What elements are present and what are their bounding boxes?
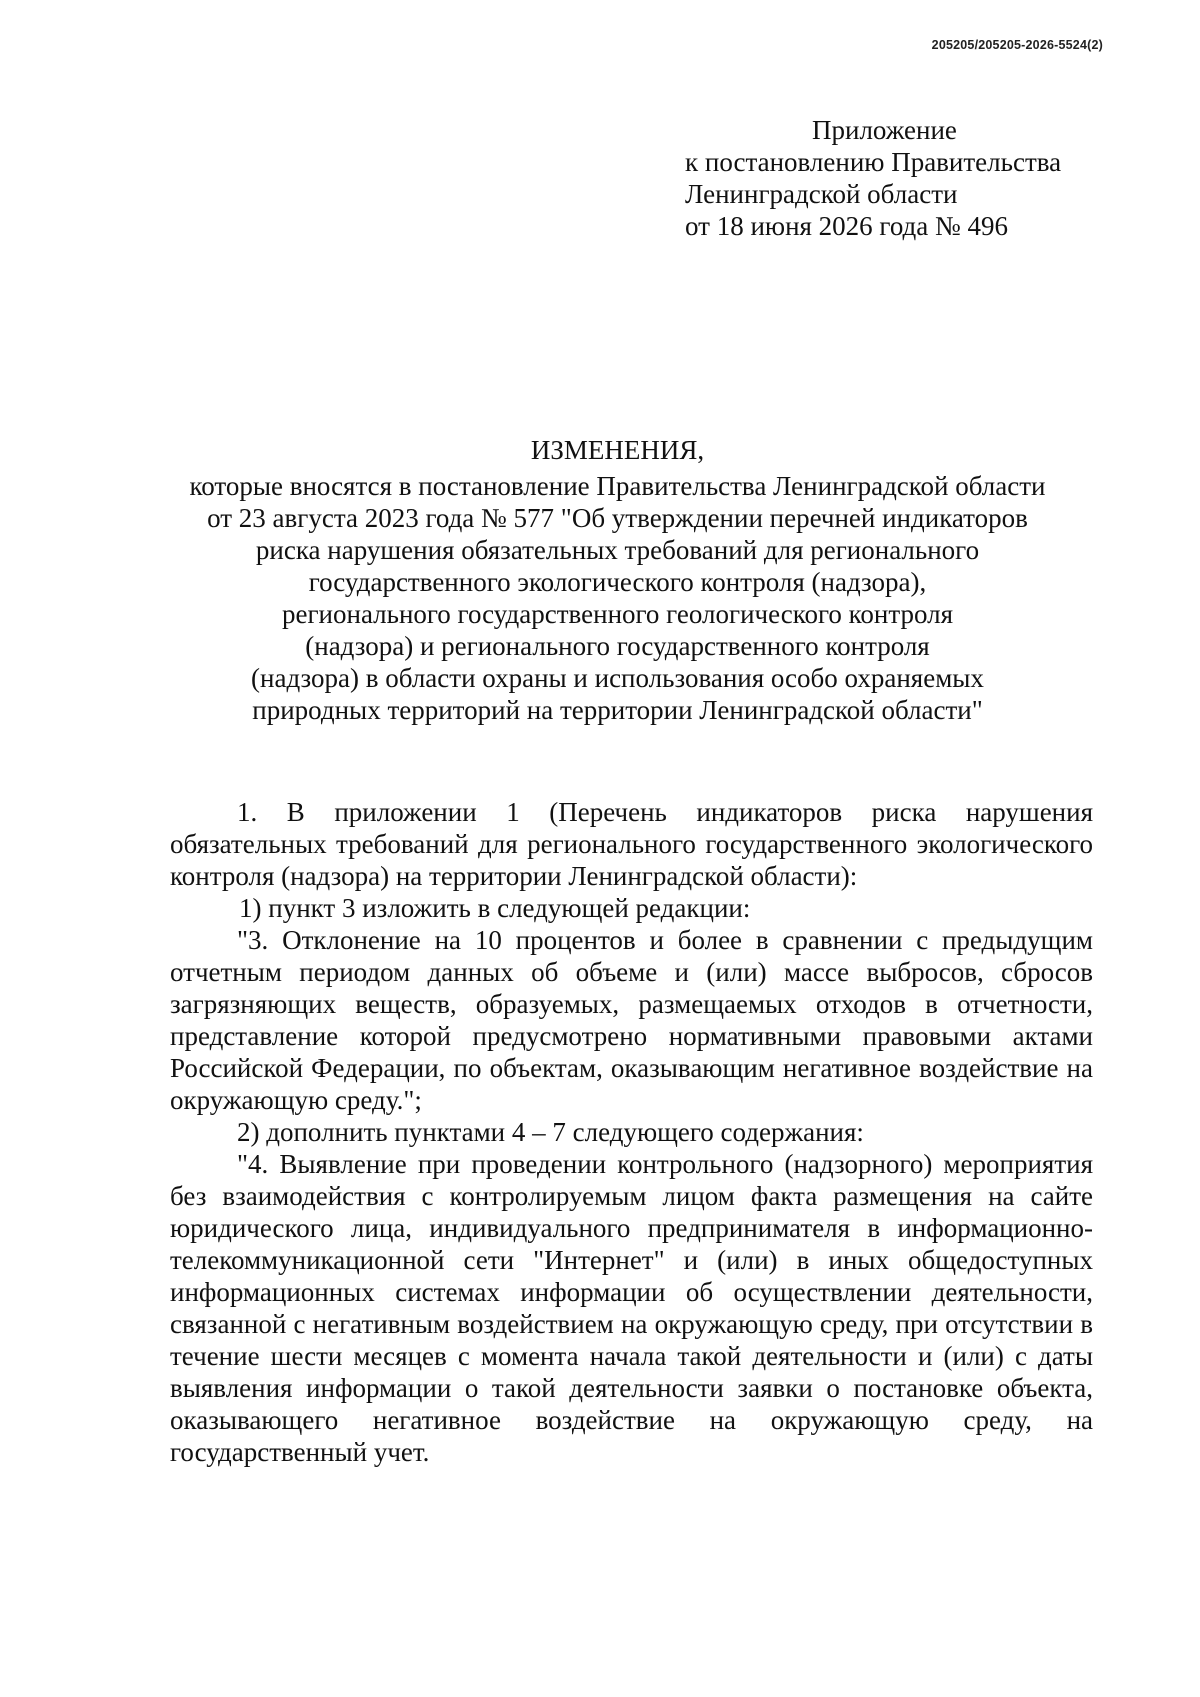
title-line: государственного экологического контроля (надзора),: [308, 567, 927, 597]
annex-reference: к постановлению Правительства: [685, 147, 1062, 177]
title-line: от 23 августа 2023 года № 577 "Об утверждении перечней индикаторов: [207, 503, 1028, 533]
title-line: регионального государственного геологического контроля: [281, 599, 954, 629]
title-line: которые вносятся в постановление Правительства Ленинградской области: [189, 471, 1046, 501]
document-body: [170, 796, 1093, 1468]
document-registration-number: 205205/205205-2026-5524(2): [931, 38, 1103, 52]
annex-date-number: от 18 июня 2026 года № 496: [685, 211, 1009, 241]
paragraph-item-2: 2) дополнить пунктами 4 – 7 следующего содержания:: [237, 1117, 864, 1147]
title-line: (надзора) в области охраны и использования особо охраняемых: [251, 663, 984, 693]
document-title: [150, 434, 1085, 726]
paragraph-point-4: "4. Выявление при проведении контрольного (надзорного) мероприятия без взаимодействия с контролируемым лицом факта размещения на сайте юридического лица, индивидуального предпринимателя в информационно-телекоммуникационной сети "Интернет" и (или) в иных общедоступных информационных системах информации об осуществлении деятельности, связанной с негативным воздействием на окружающую среду, при отсутствии в течение шести месяцев с момента начала такой деятельности и (или) с даты выявления информации о такой деятельности заявки о постановке объекта, оказывающего негативное воздействие на окружающую среду, на государственный учет.: [170, 1149, 1093, 1467]
annex-region: Ленинградской области: [685, 179, 958, 209]
paragraph-1: 1. В приложении 1 (Перечень индикаторов риска нарушения обязательных требований для регионального государственного экологического контроля (надзора) на территории Ленинградской области):: [170, 797, 1093, 891]
paragraph-point-3: "3. Отклонение на 10 процентов и более в сравнении с предыдущим отчетным периодом данных об объеме и (или) массе выбросов, сбросов загрязняющих веществ, образуемых, размещаемых отходов в отчетности, представление которой предусмотрено нормативными правовыми актами Российской Федерации, по объектам, оказывающим негативное воздействие на окружающую среду.";: [170, 925, 1093, 1115]
title-heading: ИЗМЕНЕНИЯ,: [530, 435, 705, 465]
title-line: (надзора) и регионального государственного контроля: [305, 631, 930, 661]
title-line: риска нарушения обязательных требований для регионального: [255, 535, 980, 565]
annex-header: [685, 114, 1061, 242]
title-line: природных территорий на территории Ленинградской области": [252, 695, 983, 725]
paragraph-item-1: 1) пункт 3 изложить в следующей редакции:: [239, 893, 751, 923]
annex-label: Приложение: [812, 115, 957, 145]
